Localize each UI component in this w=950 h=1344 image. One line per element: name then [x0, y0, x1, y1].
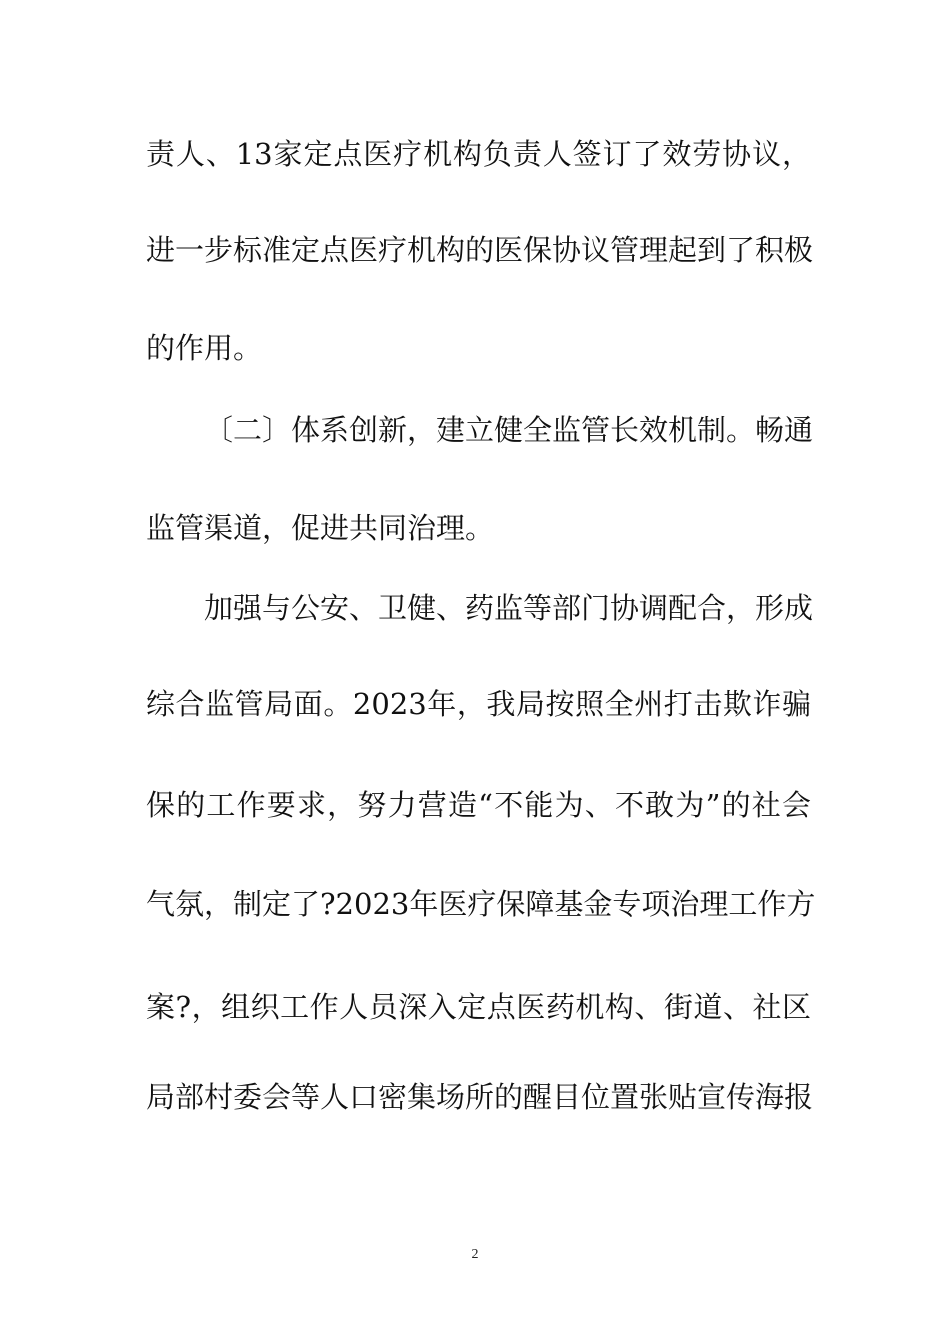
body-text-line-4: 加强与公安、卫健、药监等部门协调配合，形成 — [204, 591, 814, 625]
section-heading-line-1: 〔二〕体系创新，建立健全监管长效机制。畅通 — [204, 413, 814, 447]
body-text-line-2: 进一步标准定点医疗机构的医保协议管理起到了积极 — [146, 233, 814, 267]
body-text-line-6: 保的工作要求，努力营造“不能为、不敢为”的社会 — [146, 788, 811, 822]
body-text-line-7: 气氛，制定了?2023年医疗保障基金专项治理工作方 — [146, 887, 816, 921]
body-text-line-5: 综合监管局面。2023年，我局按照全州打击欺诈骗 — [146, 687, 811, 721]
body-text-line-8: 案?，组织工作人员深入定点医药机构、街道、社区 — [146, 990, 811, 1024]
body-text-line-9: 局部村委会等人口密集场所的醒目位置张贴宣传海报 — [146, 1080, 814, 1114]
page-number: 2 — [471, 1247, 479, 1262]
body-text-line-1: 责人、13家定点医疗机构负责人签订了效劳协议， — [146, 137, 811, 171]
section-heading-line-2: 监管渠道，促进共同治理。 — [146, 511, 495, 545]
body-text-line-3: 的作用。 — [146, 331, 263, 365]
